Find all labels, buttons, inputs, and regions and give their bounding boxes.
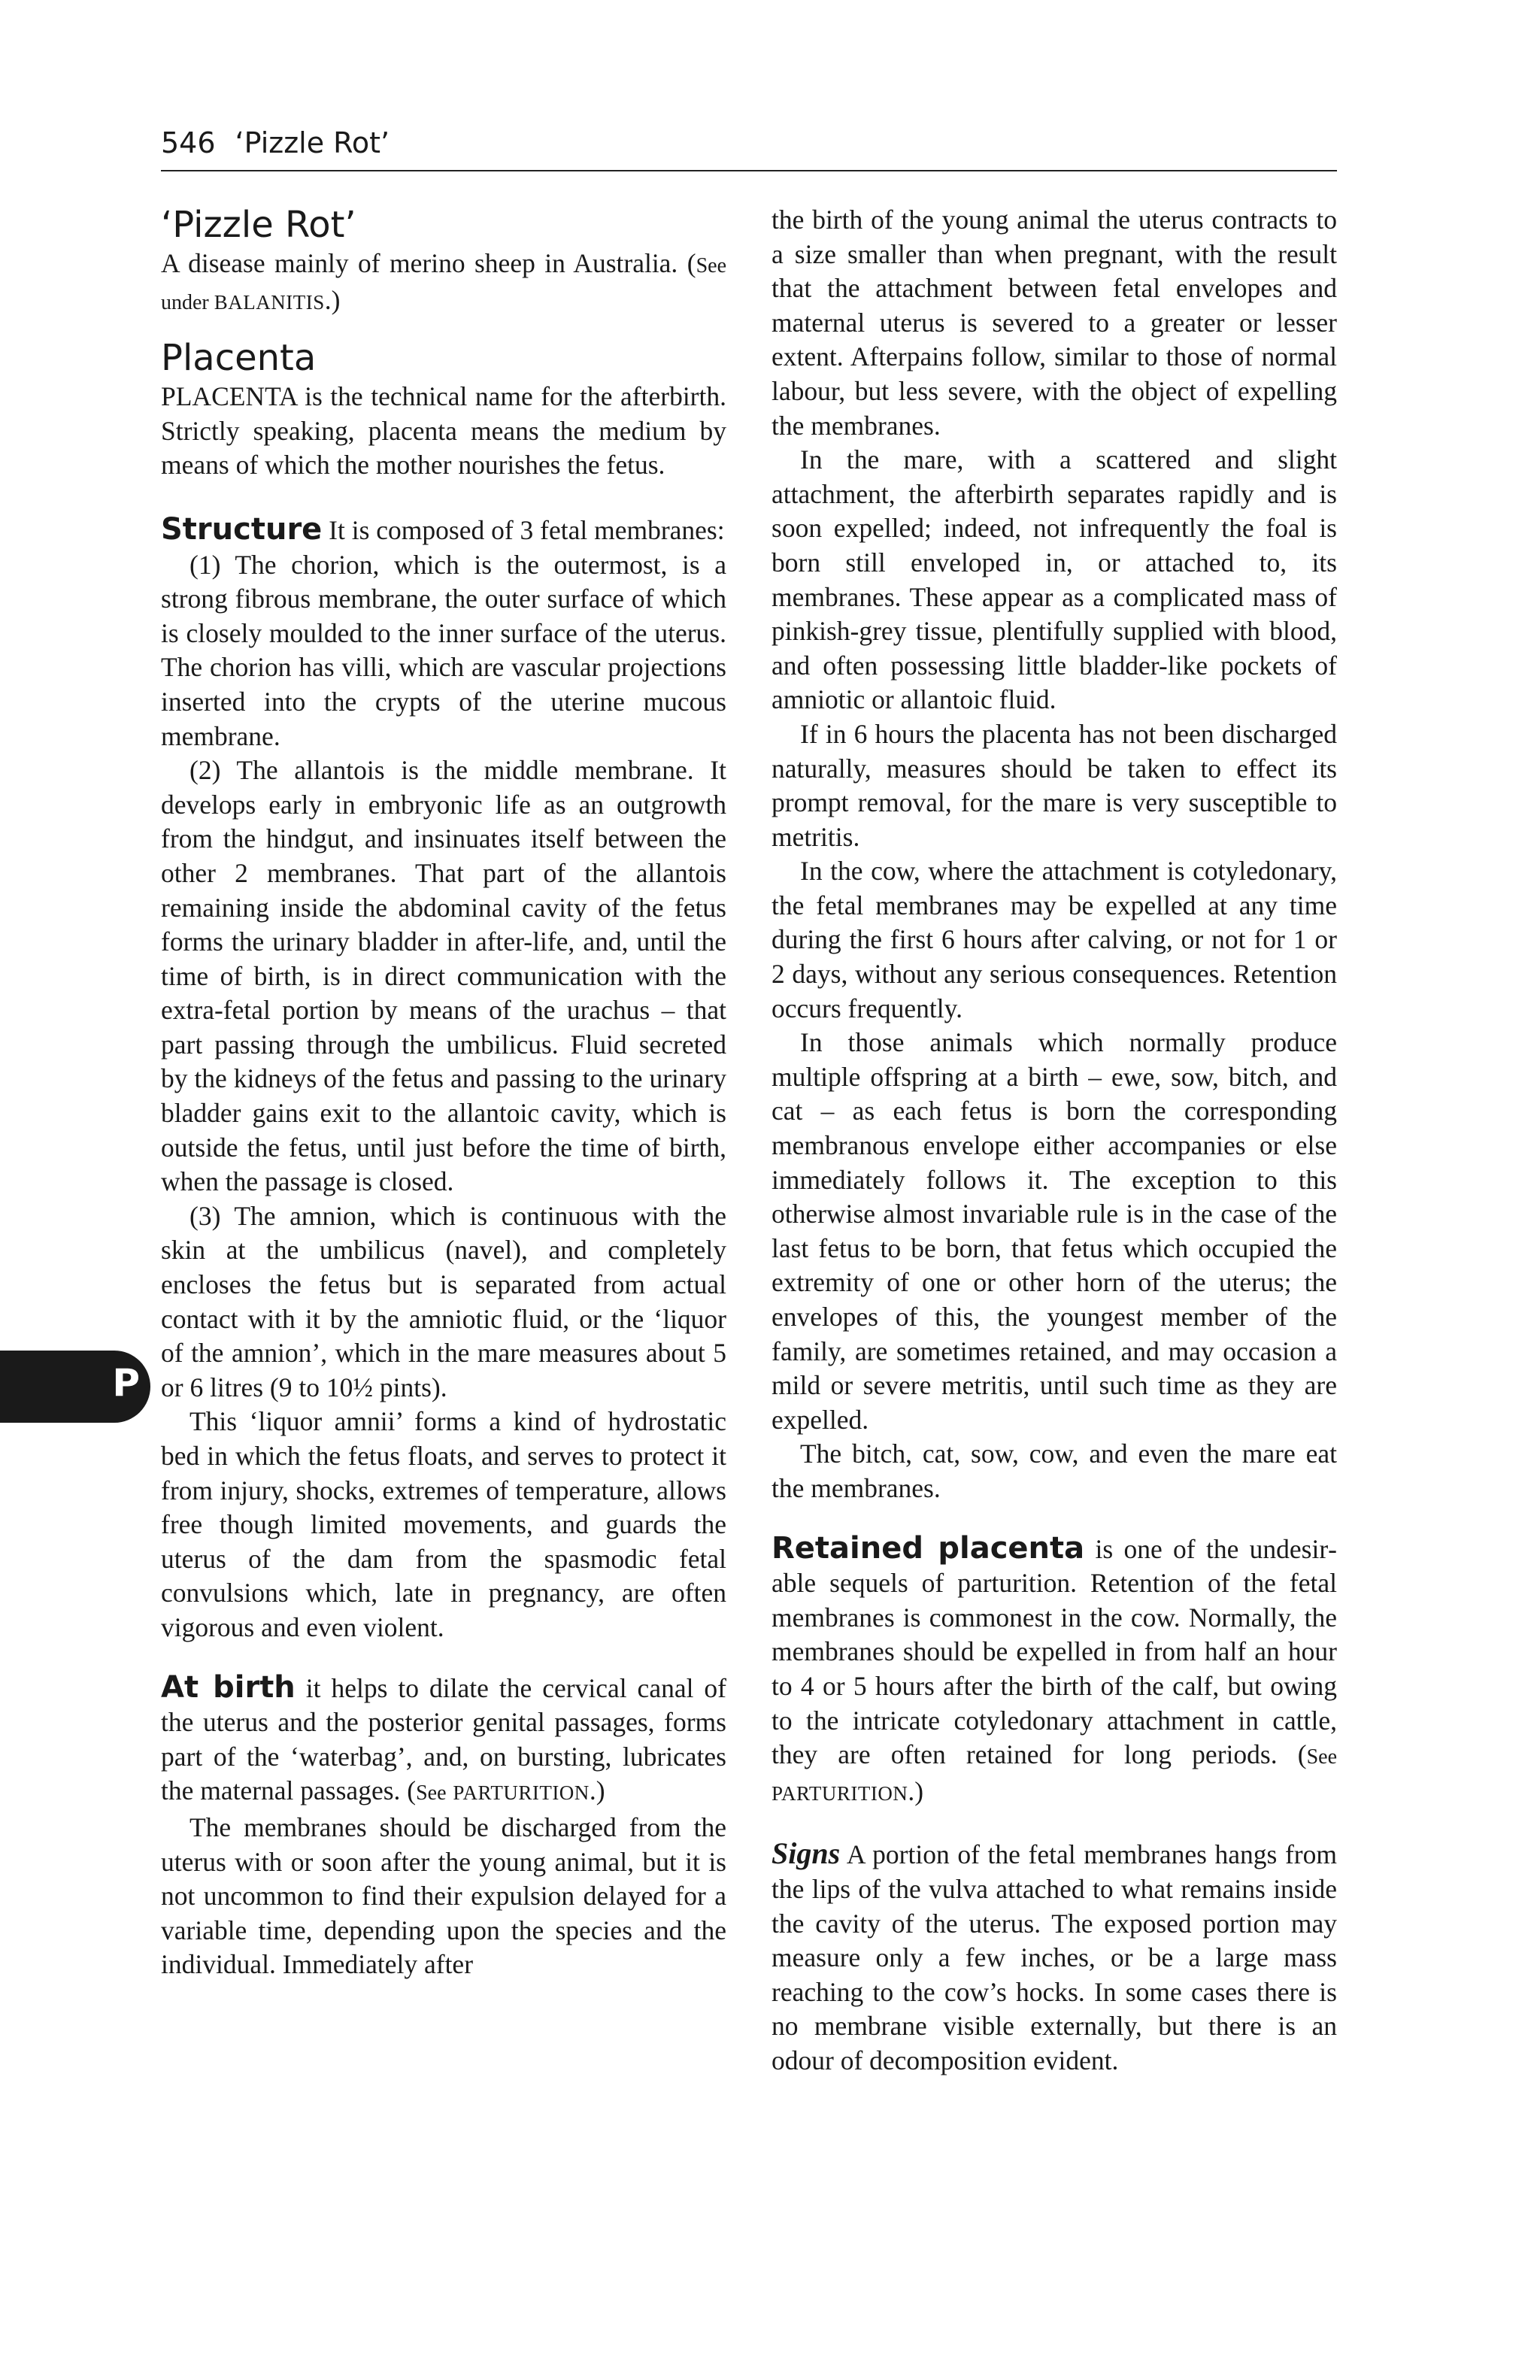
right-column	[772, 203, 1337, 2078]
chorion-paragraph: (1) The chorion, which is the outermost, is a strong fibrous membrane, the outer surface of which is closely moulded to the inner surface of the uterus. The chorion has villi, which are vascular projections inserted into the crypts of the uterine mucous membrane.	[161, 549, 726, 751]
entry-title-pizzle-rot: ‘Pizzle Rot’	[161, 204, 356, 246]
six-hours-paragraph: If in 6 hours the placenta has not been discharged naturally, measures should be taken to effect its prompt removal, for the mare is very susceptible to metritis.	[772, 718, 1337, 852]
multiple-offspring-paragraph: In those animals which normally produce multiple offspring at a birth – ewe, sow, bitch, and cat – as each fetus is born the corresponding membranous envelope either accompanies or else immediately follows it. The exception to this otherwise almost invariable rule is in the case of the last fetus to be born, that fetus which occupied the extremity of one or other horn of the uterus; the envelopes of this, the youngest member of the family, are sometimes retained, and may occasion a mild or severe metritis, until such time as they are expelled.	[772, 1027, 1337, 1435]
structure-paragraph: Structure It is composed of 3 fetal membranes:	[161, 511, 725, 547]
placenta-definition: PLACENTA is the technical name for the afterbirth. Strictly speaking, placenta means the medium by means of which the mother nourishes the fetus.	[161, 381, 726, 481]
left-column	[161, 203, 726, 1982]
subheading-at-birth: At birth	[161, 1669, 296, 1705]
continued-paragraph: the birth of the young animal the uterus contracts to a size smaller than when pregnant, with the result that the attachment between fetal envelopes and maternal uterus is severed to a greater or lesser extent. Afterpains follow, similar to those of normal labour, but less severe, with the object of expelling the membranes.	[772, 205, 1337, 441]
page-number: 546	[161, 126, 216, 159]
running-title: ‘Pizzle Rot’	[235, 126, 390, 159]
subheading-structure: Structure	[161, 511, 323, 547]
cross-reference-parturition: PARTURITION	[453, 1781, 590, 1805]
retained-placenta-paragraph: Retained placenta is one of the undesirable sequels of parturition. Retention of the fetal membranes is commonest in the cow. Normally, the membranes should be expelled in from half an hour to 4 or 5 hours after the birth of the calf, but owing to the intricate cotyledonary attachment in cattle, they are often retained for long periods. (See PARTURITION.)	[772, 1530, 1337, 1806]
cross-reference-balanitis: BALANITIS	[214, 290, 325, 314]
allantois-paragraph: (2) The allantois is the middle membrane. It develops early in embryonic life as an outgrowth from the hindgut, and insinuates itself between the other 2 membranes. That part of the allantois remaining inside the abdominal cavity of the fetus forms the urinary bladder in after-life, and, until the time of birth, is in direct communication with the extra-fetal portion by means of the urachus – that part passing through the umbilicus. Fluid secreted by the kidneys of the fetus and passing to the urinary bladder gains exit to the allantoic cavity, which is outside the fetus, until just before the time of birth, when the passage is closed.	[161, 755, 726, 1197]
at-birth-paragraph: At birth it helps to dilate the cervical canal of the uterus and the posterior genital passages, forms part of the ‘waterbag’, and, on bursting, lubricates the maternal passages. (See PARTURITION.)	[161, 1669, 727, 1806]
entry-title-placenta: Placenta	[161, 337, 317, 380]
signs-paragraph: Signs A portion of the fetal membranes hangs from the lips of the vulva attached to what remains inside the cavity of the uterus. The exposed portion may measure only a few inches, or be a large mass reaching to the cow’s hocks. In some cases there is no membrane visible externally, but there is an odour of decomposition evident.	[772, 1836, 1337, 2075]
membranes-discharged-paragraph: The membranes should be discharged from the uterus with or soon after the young animal, but it is not uncommon to find their expulsion delayed for a variable time, depending upon the species and the individual. Immediately after	[161, 1812, 726, 1980]
pizzle-rot-definition: A disease mainly of merino sheep in Australia. (See under BALANITIS.)	[161, 248, 726, 315]
running-header	[161, 126, 1337, 171]
cross-reference-parturition-2: PARTURITION	[772, 1781, 908, 1805]
thumb-index-tab	[0, 1351, 150, 1423]
mare-paragraph: In the mare, with a scattered and slight attachment, the afterbirth separates rapidly and is soon expelled; indeed, not infrequently the foal is born still enveloped in, or attached to, its membranes. These appear as a complicated mass of pinkish-grey tissue, plentifully supplied with blood, and often possessing little bladder-like pockets of amniotic or allantoic fluid.	[772, 444, 1337, 715]
cow-paragraph: In the cow, where the attachment is cotyledonary, the fetal membranes may be expelled at any time during the first 6 hours after calving, or not for 1 or 2 days, without any serious consequences. Retention occurs frequently.	[772, 856, 1337, 1023]
subheading-retained-placenta: Retained placenta	[772, 1530, 1085, 1566]
liquor-amnii-paragraph: This ‘liquor amnii’ forms a kind of hydrostatic bed in which the fetus floats, and serves to protect it from injury, shocks, extremes of temperature, allows free though limited movements, and guards the uterus of the dam from the spasmodic fetal convulsions which, late in pregnancy, are often vigorous and even violent.	[161, 1406, 726, 1642]
eat-membranes-paragraph: The bitch, cat, sow, cow, and even the mare eat the membranes.	[772, 1439, 1337, 1503]
amnion-paragraph: (3) The amnion, which is continuous with the skin at the umbilicus (navel), and completely encloses the fetus but is separated from actual contact with it by the amniotic fluid, or the ‘liquor of the amnion’, which in the mare measures about 5 or 6 litres (9 to 10½ pints).	[161, 1200, 726, 1402]
subheading-signs: Signs	[772, 1836, 841, 1871]
thumb-index-letter: P	[112, 1361, 140, 1405]
